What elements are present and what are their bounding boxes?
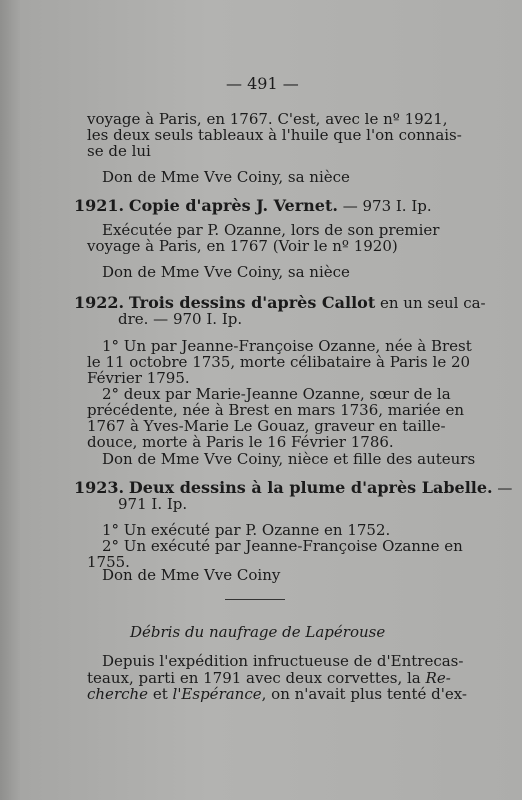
text-line: voyage à Paris, en 1767. C'est, avec le nº 1921, xyxy=(87,110,448,128)
text-line: les deux seuls tableaux à l'huile que l'on connais- xyxy=(87,126,462,144)
entry-title: Deux dessins à la plume d'après Labelle. xyxy=(128,478,493,497)
entry-1921-heading xyxy=(74,197,432,215)
italic-span: l'Espérance xyxy=(172,685,262,703)
section-divider xyxy=(225,599,285,600)
text-line: 1° Un par Jeanne-Françoise Ozanne, née à Brest xyxy=(102,337,472,355)
text-line: Février 1795. xyxy=(87,369,190,387)
donation-line: Don de Mme Vve Coiny, sa nièce xyxy=(102,168,350,186)
italic-span: cherche xyxy=(87,685,149,703)
text-line: voyage à Paris, en 1767 (Voir le nº 1920) xyxy=(87,237,398,255)
text-span: , on n'avait plus tenté d'ex- xyxy=(261,685,467,703)
text-span: teaux, parti en 1791 avec deux corvettes, la xyxy=(87,669,421,687)
entry-number: 1922. xyxy=(74,293,125,312)
entry-number: 1923. xyxy=(74,478,125,497)
italic-span: Re- xyxy=(425,669,451,687)
text-line: 1767 à Yves-Marie Le Gouaz, graveur en taille- xyxy=(87,417,446,435)
text-line: 2° Un exécuté par Jeanne-Françoise Ozanne en xyxy=(102,537,463,555)
text-span: et xyxy=(148,685,173,703)
text-line: 1755. xyxy=(87,553,130,571)
text-line: 2° deux par Marie-Jeanne Ozanne, sœur de la xyxy=(102,385,451,403)
entry-ref: 971 I. Ip. xyxy=(118,495,188,513)
text-line: Depuis l'expédition infructueuse de d'Entrecas- xyxy=(102,652,464,670)
donation-line: Don de Mme Vve Coiny, nièce et fille des auteurs xyxy=(102,450,476,468)
section-title: Débris du naufrage de Lapérouse xyxy=(130,623,386,641)
donation-line: Don de Mme Vve Coiny, sa nièce xyxy=(102,263,350,281)
entry-ref: — 973 I. Ip. xyxy=(342,197,432,215)
text-line: précédente, née à Brest en mars 1736, mariée en xyxy=(87,401,464,419)
entry-title-rest: en un seul ca- xyxy=(380,294,486,312)
entry-ref: dre. — 970 I. Ip. xyxy=(118,310,243,328)
donation-line: Don de Mme Vve Coiny xyxy=(102,566,281,584)
page-number: — 491 — xyxy=(226,74,299,93)
text-line: Exécutée par P. Ozanne, lors de son premier xyxy=(102,221,440,239)
entry-title: Copie d'après J. Vernet. xyxy=(128,196,338,215)
text-line: douce, morte à Paris le 16 Février 1786. xyxy=(87,433,394,451)
entry-number: 1921. xyxy=(74,196,125,215)
text-line: le 11 octobre 1735, morte célibataire à Paris le 20 xyxy=(87,353,471,371)
text-line xyxy=(87,686,467,703)
entry-title: Trois dessins d'après Callot xyxy=(128,293,376,312)
text-line: 1° Un exécuté par P. Ozanne en 1752. xyxy=(102,521,391,539)
entry-dash: — xyxy=(497,479,513,497)
text-line: se de lui xyxy=(87,142,151,160)
